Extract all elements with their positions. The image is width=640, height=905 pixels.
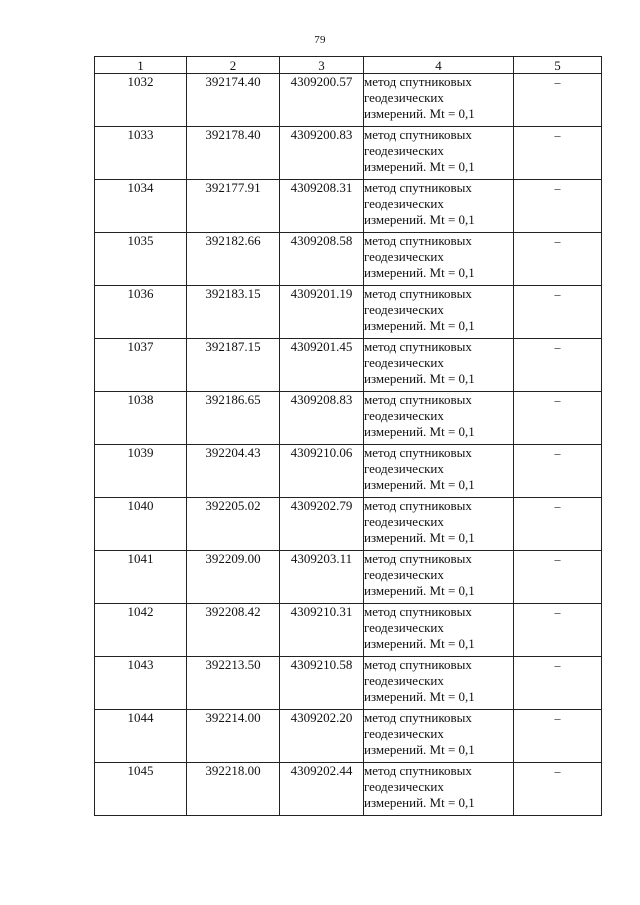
method-line: измерений. Mt = 0,1 [364,159,475,174]
method-line: геодезических [364,90,444,105]
method-cell [364,604,514,657]
point-number-cell: 1039 [95,445,187,498]
method-line: метод спутниковых [364,286,472,301]
method-line: метод спутниковых [364,763,472,778]
x-coordinate-cell: 392174.40 [187,74,280,127]
method-line: измерений. Mt = 0,1 [364,795,475,810]
column-header: 5 [514,57,602,74]
x-coordinate-cell: 392208.42 [187,604,280,657]
method-line: геодезических [364,355,444,370]
point-number-cell: 1042 [95,604,187,657]
y-coordinate-cell: 4309202.44 [280,763,364,816]
column-header: 2 [187,57,280,74]
note-cell: – [514,339,602,392]
x-coordinate-cell: 392177.91 [187,180,280,233]
method-line: геодезических [364,567,444,582]
x-coordinate-cell: 392204.43 [187,445,280,498]
method-line: измерений. Mt = 0,1 [364,424,475,439]
x-coordinate-cell: 392218.00 [187,763,280,816]
method-cell [364,74,514,127]
x-coordinate-cell: 392186.65 [187,392,280,445]
y-coordinate-cell: 4309202.20 [280,710,364,763]
table-row [95,445,602,498]
x-coordinate-cell: 392205.02 [187,498,280,551]
x-coordinate-cell: 392187.15 [187,339,280,392]
method-line: метод спутниковых [364,392,472,407]
point-number-cell: 1041 [95,551,187,604]
method-cell [364,657,514,710]
method-line: метод спутниковых [364,604,472,619]
method-cell [364,498,514,551]
table-row [95,339,602,392]
point-number-cell: 1037 [95,339,187,392]
method-cell [364,127,514,180]
x-coordinate-cell: 392209.00 [187,551,280,604]
method-line: метод спутниковых [364,339,472,354]
note-cell: – [514,233,602,286]
y-coordinate-cell: 4309201.45 [280,339,364,392]
method-line: метод спутниковых [364,551,472,566]
method-cell [364,339,514,392]
method-line: геодезических [364,302,444,317]
method-cell [364,710,514,763]
table-row [95,127,602,180]
table-row [95,657,602,710]
point-number-cell: 1045 [95,763,187,816]
page-number: 79 [314,34,326,46]
table-row [95,763,602,816]
point-number-cell: 1038 [95,392,187,445]
method-line: метод спутниковых [364,180,472,195]
method-line: геодезических [364,143,444,158]
note-cell: – [514,604,602,657]
method-line: геодезических [364,779,444,794]
y-coordinate-cell: 4309200.57 [280,74,364,127]
point-number-cell: 1033 [95,127,187,180]
method-cell [364,551,514,604]
method-cell [364,180,514,233]
table-row [95,392,602,445]
method-cell [364,233,514,286]
method-line: геодезических [364,620,444,635]
point-number-cell: 1036 [95,286,187,339]
table-row [95,498,602,551]
note-cell: – [514,445,602,498]
method-line: метод спутниковых [364,710,472,725]
x-coordinate-cell: 392182.66 [187,233,280,286]
point-number-cell: 1032 [95,74,187,127]
y-coordinate-cell: 4309208.31 [280,180,364,233]
method-line: измерений. Mt = 0,1 [364,106,475,121]
method-line: измерений. Mt = 0,1 [364,318,475,333]
note-cell: – [514,710,602,763]
method-line: измерений. Mt = 0,1 [364,636,475,651]
method-cell [364,445,514,498]
y-coordinate-cell: 4309210.31 [280,604,364,657]
table-row [95,604,602,657]
table-row [95,233,602,286]
method-line: измерений. Mt = 0,1 [364,371,475,386]
y-coordinate-cell: 4309203.11 [280,551,364,604]
method-line: метод спутниковых [364,657,472,672]
table-row [95,74,602,127]
method-line: геодезических [364,408,444,423]
y-coordinate-cell: 4309200.83 [280,127,364,180]
table-row [95,180,602,233]
method-line: геодезических [364,196,444,211]
method-line: геодезических [364,673,444,688]
table-row [95,551,602,604]
x-coordinate-cell: 392178.40 [187,127,280,180]
method-line: измерений. Mt = 0,1 [364,689,475,704]
point-number-cell: 1035 [95,233,187,286]
note-cell: – [514,180,602,233]
y-coordinate-cell: 4309201.19 [280,286,364,339]
column-header: 4 [364,57,514,74]
method-line: геодезических [364,726,444,741]
note-cell: – [514,551,602,604]
y-coordinate-cell: 4309210.06 [280,445,364,498]
table-row [95,286,602,339]
method-line: геодезических [364,514,444,529]
y-coordinate-cell: 4309202.79 [280,498,364,551]
method-line: измерений. Mt = 0,1 [364,530,475,545]
method-line: метод спутниковых [364,445,472,460]
method-line: метод спутниковых [364,498,472,513]
method-line: геодезических [364,249,444,264]
table-header-row [95,57,602,74]
note-cell: – [514,286,602,339]
column-header: 1 [95,57,187,74]
point-number-cell: 1044 [95,710,187,763]
method-line: измерений. Mt = 0,1 [364,742,475,757]
note-cell: – [514,763,602,816]
method-line: измерений. Mt = 0,1 [364,265,475,280]
method-line: метод спутниковых [364,127,472,142]
note-cell: – [514,392,602,445]
point-number-cell: 1040 [95,498,187,551]
x-coordinate-cell: 392213.50 [187,657,280,710]
y-coordinate-cell: 4309208.58 [280,233,364,286]
point-number-cell: 1034 [95,180,187,233]
y-coordinate-cell: 4309210.58 [280,657,364,710]
method-cell [364,392,514,445]
method-line: измерений. Mt = 0,1 [364,212,475,227]
table-body [95,74,602,816]
method-line: метод спутниковых [364,74,472,89]
coordinates-table [94,56,602,816]
point-number-cell: 1043 [95,657,187,710]
method-line: геодезических [364,461,444,476]
note-cell: – [514,498,602,551]
y-coordinate-cell: 4309208.83 [280,392,364,445]
method-line: измерений. Mt = 0,1 [364,583,475,598]
column-header: 3 [280,57,364,74]
method-cell [364,763,514,816]
note-cell: – [514,127,602,180]
table-row [95,710,602,763]
method-cell [364,286,514,339]
method-line: метод спутниковых [364,233,472,248]
x-coordinate-cell: 392214.00 [187,710,280,763]
note-cell: – [514,657,602,710]
method-line: измерений. Mt = 0,1 [364,477,475,492]
note-cell: – [514,74,602,127]
x-coordinate-cell: 392183.15 [187,286,280,339]
